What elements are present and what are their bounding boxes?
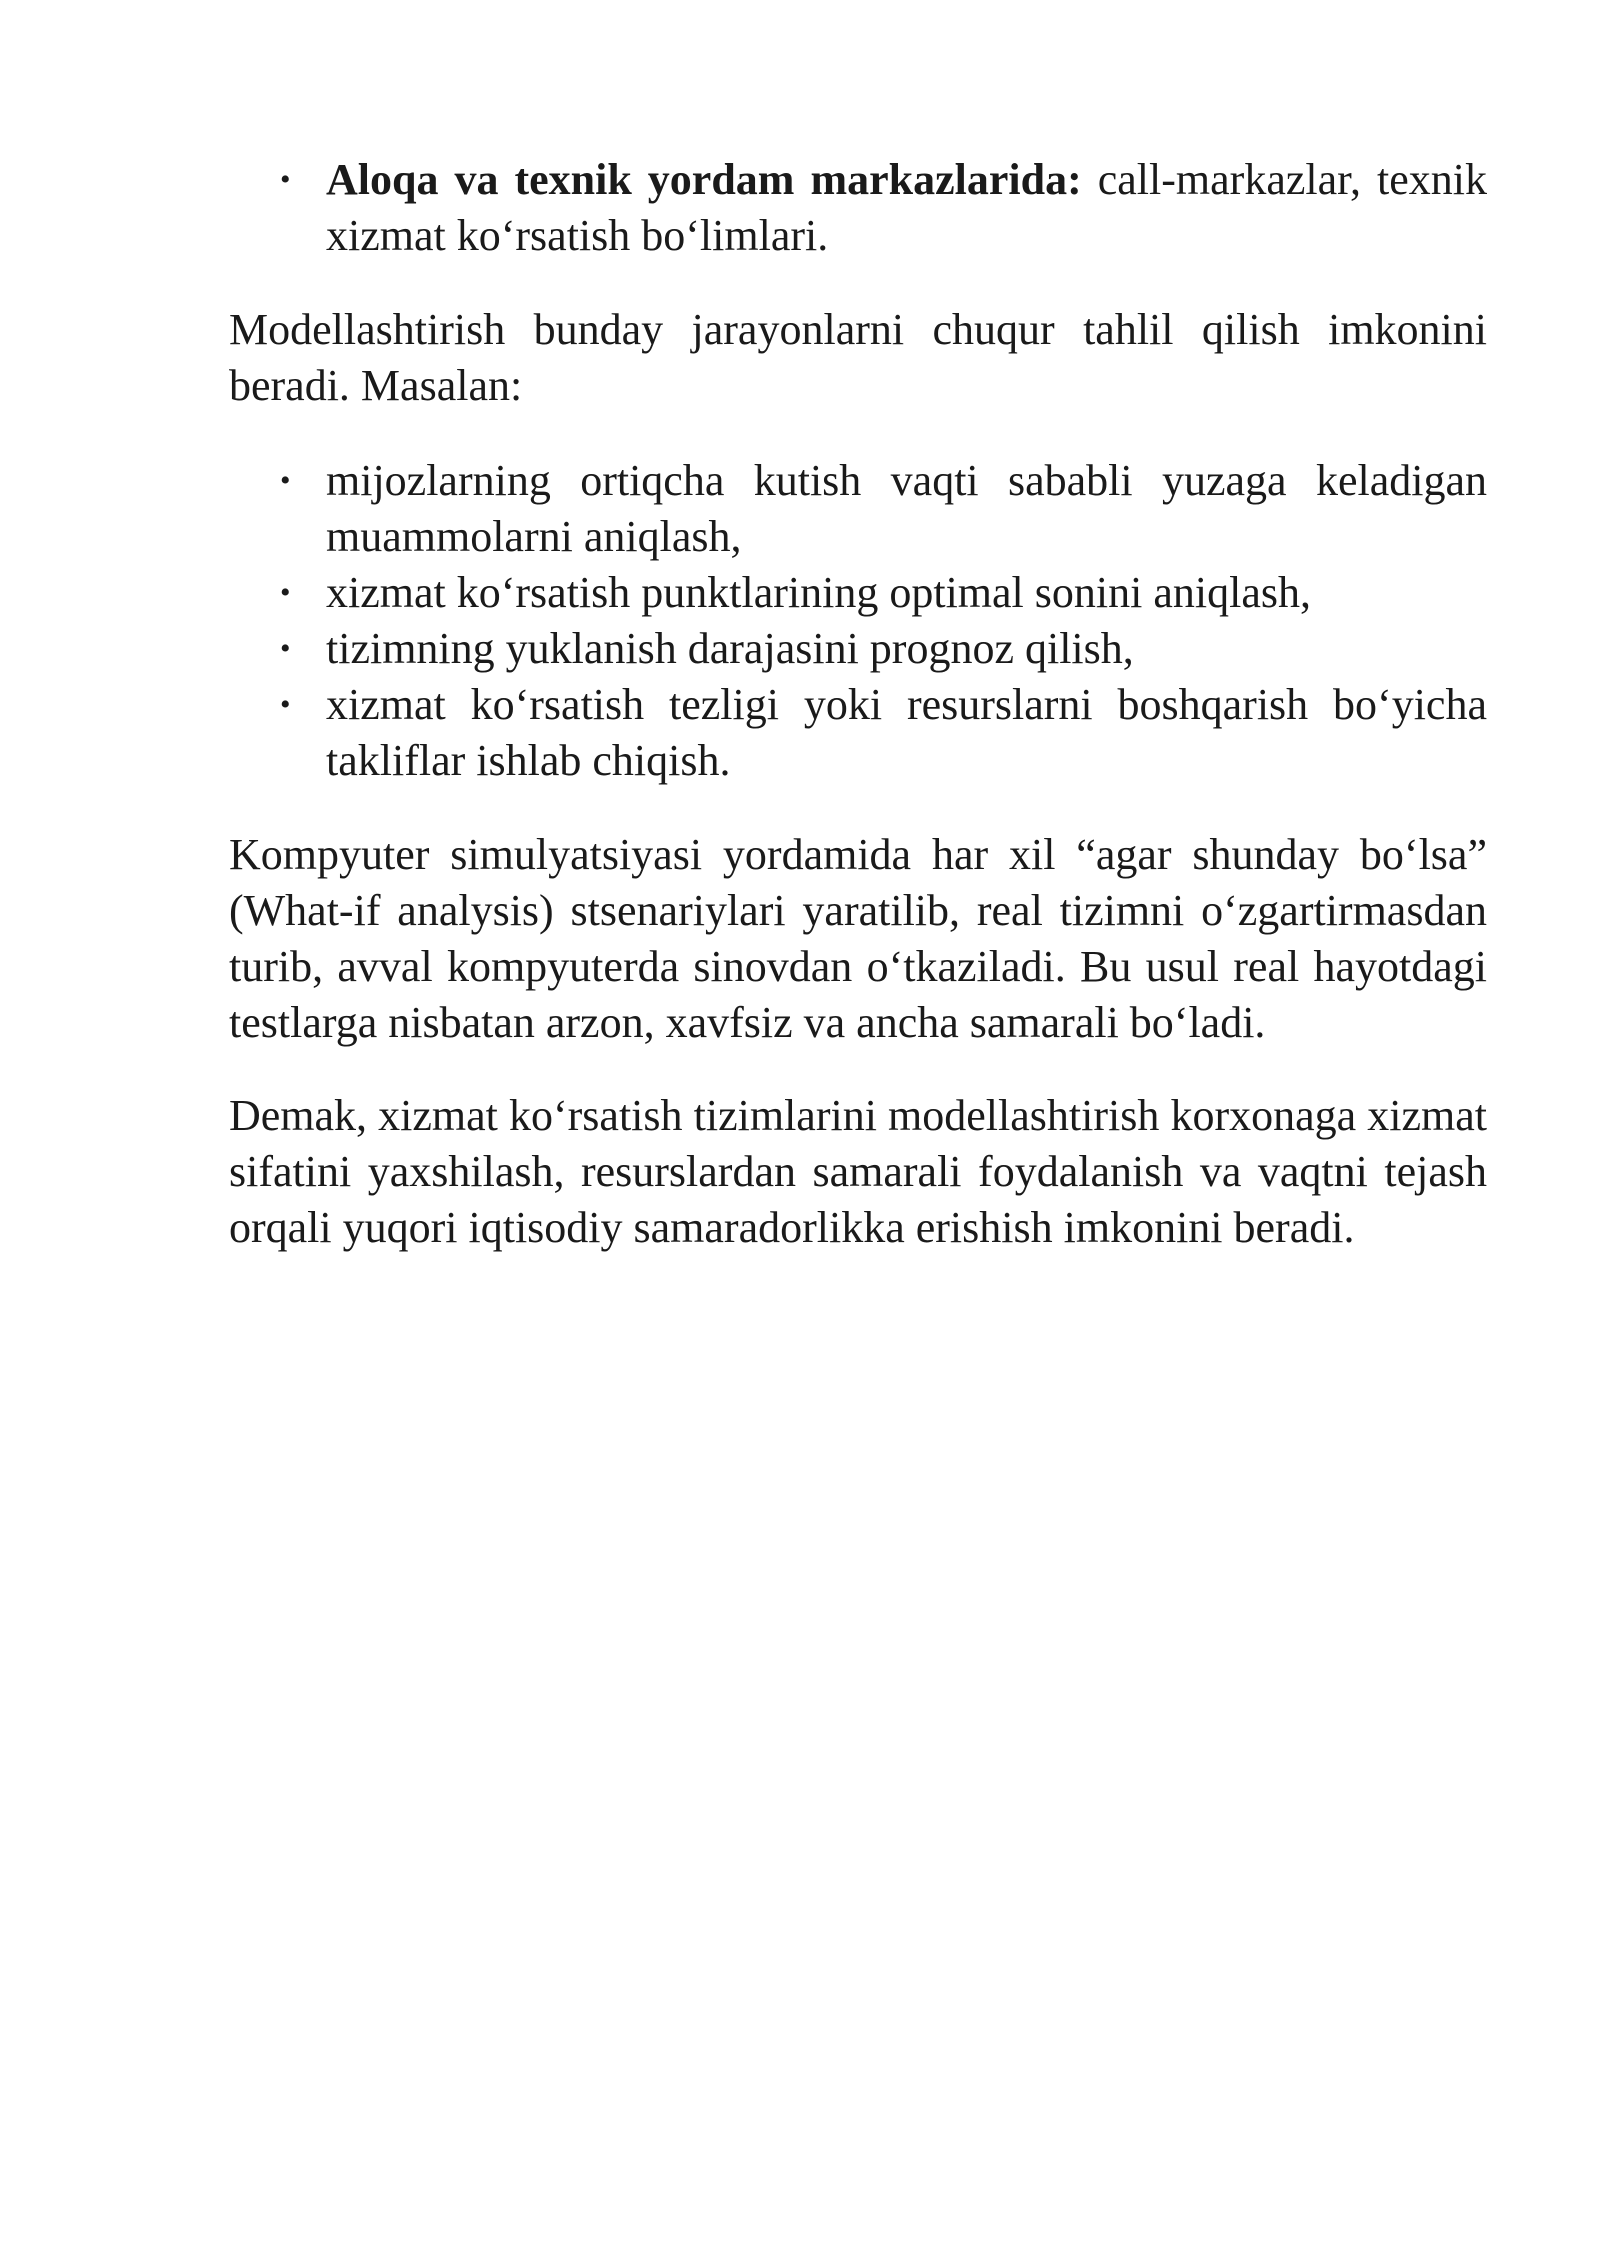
examples-bullet-list: [229, 453, 1487, 789]
list-item: [229, 677, 1487, 789]
document-page: [229, 152, 1487, 1256]
list-item: [229, 152, 1487, 264]
list-item-text: tizimning yuklanish darajasini prognoz qilish,: [326, 624, 1134, 673]
list-item-body: call-markazlar, texnik xizmat ko‘rsatish bo‘limlari.: [326, 155, 1487, 260]
list-item-text: mijozlarning ortiqcha kutish vaqti sababli yuzaga keladigan muammolarni aniqlash,: [326, 456, 1487, 561]
bullet-icon: •: [280, 632, 291, 665]
list-item-lead: Aloqa va texnik yordam markazlarida:: [326, 155, 1082, 204]
bullet-icon: •: [280, 688, 291, 721]
paragraph-conclusion: Demak, xizmat ko‘rsatish tizimlarini modellashtirish korxonaga xizmat sifatini yaxshilash, resurslardan samarali foydalanish va vaqtni tejash orqali yuqori iqtisodiy samaradorlikka erishish imkonini beradi.: [229, 1091, 1487, 1252]
list-item: [229, 621, 1487, 677]
list-item: [229, 453, 1487, 565]
paragraph-simulation: Kompyuter simulyatsiyasi yordamida har xil “agar shunday bo‘lsa” (What-if analysis) stsenariylari yaratilib, real tizimni o‘zgartirmasdan turib, avval kompyuterda sinovdan o‘tkaziladi. Bu usul real hayotdagi testlarga nisbatan arzon, xavfsiz va ancha samarali bo‘ladi.: [229, 830, 1487, 1047]
bullet-icon: •: [280, 163, 291, 196]
bullet-icon: •: [280, 464, 291, 497]
list-item-text: [326, 152, 1487, 264]
list-item-text: xizmat ko‘rsatish punktlarining optimal sonini aniqlash,: [326, 568, 1311, 617]
paragraph-modeling-intro: Modellashtirish bunday jarayonlarni chuqur tahlil qilish imkonini beradi. Masalan:: [229, 305, 1487, 410]
bullet-icon: •: [280, 576, 291, 609]
intro-bullet-list: [229, 152, 1487, 264]
list-item-text: xizmat ko‘rsatish tezligi yoki resurslarni boshqarish bo‘yicha takliflar ishlab chiqish.: [326, 680, 1487, 785]
list-item: [229, 565, 1487, 621]
